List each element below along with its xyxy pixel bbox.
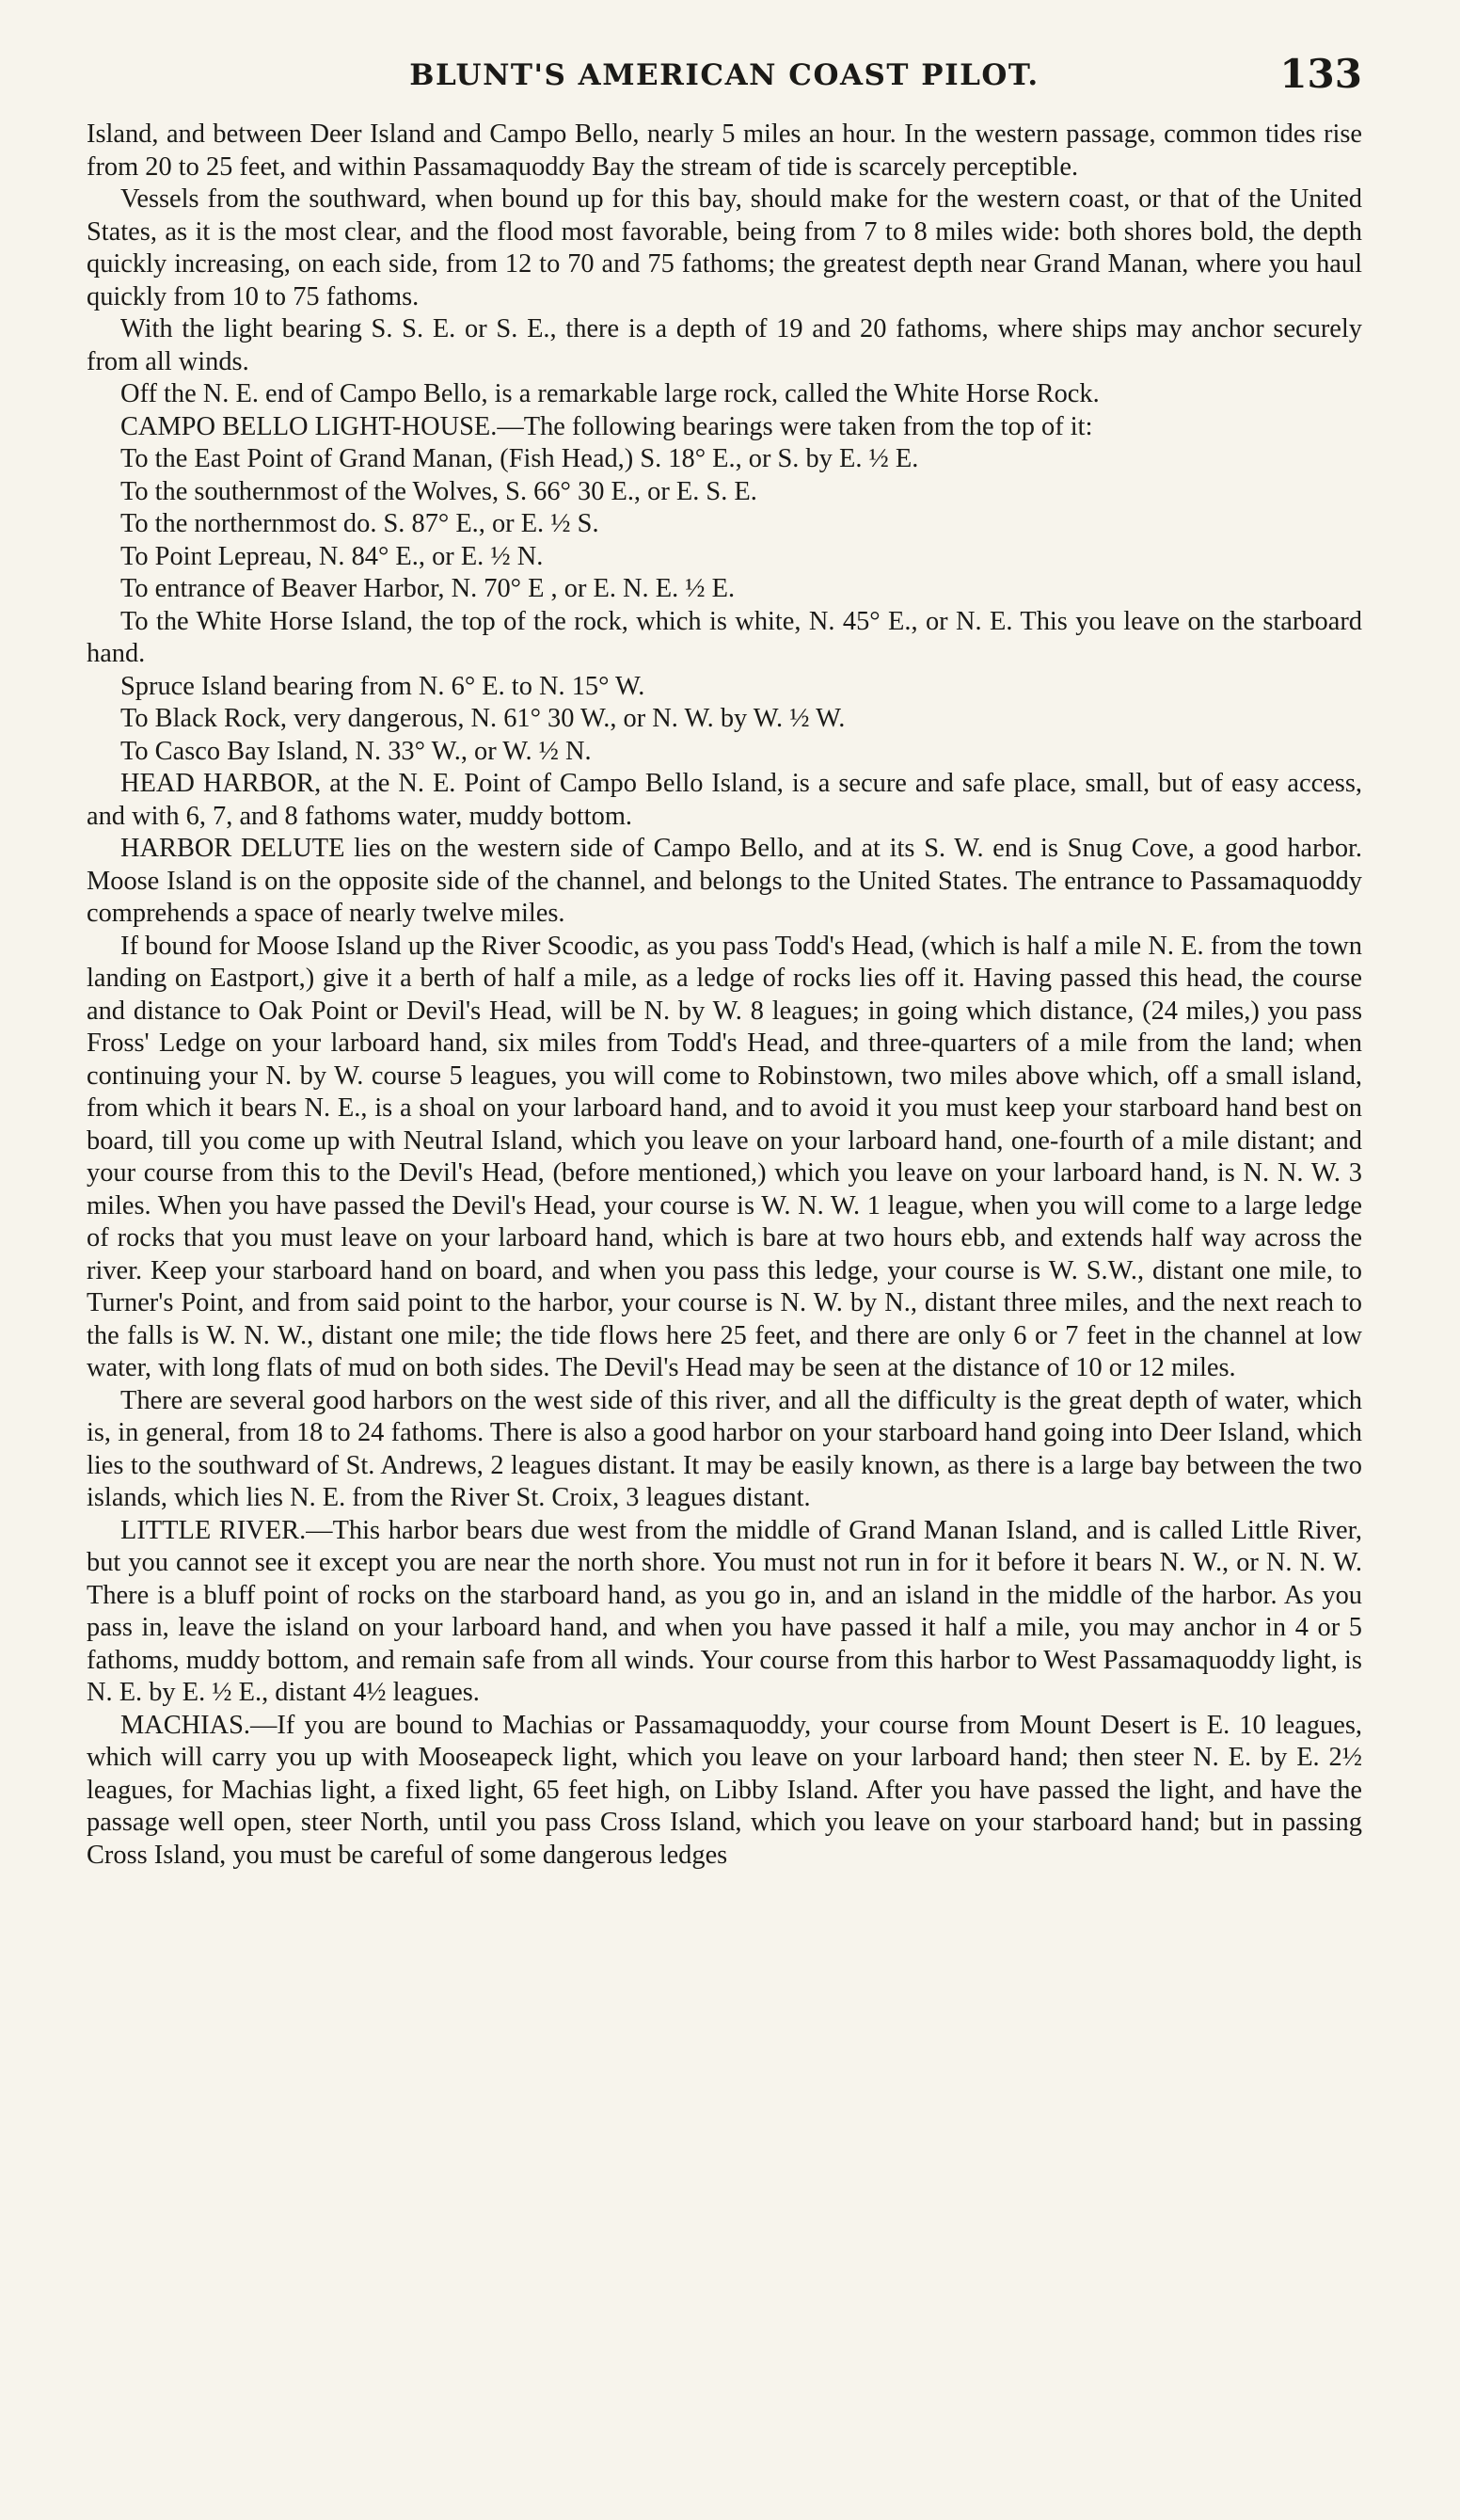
bearing-line: To Black Rock, very dangerous, N. 61° 30 W., or N. W. by W. ½ W. — [120, 704, 846, 733]
book-page — [87, 49, 1362, 2439]
bearing-line: To entrance of Beaver Harbor, N. 70° E , or E. N. E. ½ E. — [120, 574, 736, 603]
paragraph: With the light bearing S. S. E. or S. E., there is a depth of 19 and 20 fathoms, where ships may anchor securely from all winds. — [87, 314, 1362, 376]
running-head — [87, 49, 1362, 98]
paragraph-harbors-west-side: There are several good harbors on the west side of this river, and all the difficulty is the great depth of water, which is, in general, from 18 to 24 fathoms. There is also a good harbor on your starboard hand going into Deer Island, which lies to the southward of St. Andrews, 2 leagues distant. It may be easily known, as there is a large bay between the two islands, which lies N. E. from the River St. Croix, 3 leagues distant. — [87, 1385, 1362, 1512]
paragraph: Off the N. E. end of Campo Bello, is a remarkable large rock, called the White Horse Rock. — [120, 379, 1100, 408]
section-harbor-delute: HARBOR DELUTE lies on the western side of Campo Bello, and at its S. W. end is Snug Cove, a good harbor. Moose Island is on the opposite side of the channel, and belongs to the United States. The entrance to Passamaquoddy comprehends a space of nearly twelve miles. — [87, 834, 1362, 928]
bearing-line: To Casco Bay Island, N. 33° W., or W. ½ N. — [120, 736, 592, 766]
paragraph: Vessels from the southward, when bound up for this bay, should make for the western coast, or that of the United States, as it is the most clear, and the flood most favorable, being from 7 to 8 miles wide: both shores bold, the depth quickly increasing, on each side, from 12 to 70 and 75 fathoms; the greatest depth near Grand Manan, where you haul quickly from 10 to 75 fathoms. — [87, 184, 1362, 311]
bearing-line: To Point Lepreau, N. 84° E., or E. ½ N. — [120, 541, 544, 571]
bearing-line: To the northernmost do. S. 87° E., or E. ½ S. — [120, 509, 599, 538]
body-text — [87, 119, 1362, 1872]
section-campo-bello-light: CAMPO BELLO LIGHT-HOUSE.—The following bearings were taken from the top of it: — [120, 411, 1093, 441]
bearing-line: To the White Horse Island, the top of the rock, which is white, N. 45° E., or N. E. This you leave on the starboard hand. — [87, 606, 1362, 668]
paragraph-continuation: Island, and between Deer Island and Campo Bello, nearly 5 miles an hour. In the western passage, common tides rise from 20 to 25 feet, and within Passamaquoddy Bay the stream of tide is scarcely perceptible. — [87, 120, 1362, 182]
bearing-line: To the East Point of Grand Manan, (Fish Head,) S. 18° E., or S. by E. ½ E. — [120, 444, 919, 473]
bearing-line: Spruce Island bearing from N. 6° E. to N. 15° W. — [120, 671, 645, 701]
bearing-line: To the southernmost of the Wolves, S. 66° 30 E., or E. S. E. — [120, 476, 757, 506]
paragraph-moose-island: If bound for Moose Island up the River Scoodic, as you pass Todd's Head, (which is half a mile N. E. from the town landing on Eastport,) give it a berth of half a mile, as a ledge of rocks lies off it. Having passed this head, the course and distance to Oak Point or Devil's Head, will be N. by W. 8 leagues; in going which distance, (24 miles,) you pass Fross' Ledge on your larboard hand, six miles from Todd's Head, and three-quarters of a mile from the land; when continuing your N. by W. course 5 leagues, you will come to Robinstown, two miles above which, off a small island, from which it bears N. E., is a shoal on your larboard hand, and to avoid it you must keep your starboard hand best on board, till you come up with Neutral Island, which you leave on your larboard hand, one-fourth of a mile distant; and your course from this to the Devil's Head, (before mentioned,) which you leave on your larboard hand, is N. N. W. 3 miles. When you have passed the Devil's Head, your course is W. N. W. 1 league, when you will come to a large ledge of rocks that you must leave on your larboard hand, which is bare at two hours ebb, and extends half way across the river. Keep your starboard hand on board, and when you pass this ledge, your course is W. S.W., distant one mile, to Turner's Point, and from said point to the harbor, your course is N. W. by N., distant three miles, and the next reach to the falls is W. N. W., distant one mile; the tide flows here 25 feet, and there are only 6 or 7 feet in the channel at low water, with long flats of mud on both sides. The Devil's Head may be seen at the distance of 10 or 12 miles. — [87, 931, 1362, 1382]
section-head-harbor: HEAD HARBOR, at the N. E. Point of Campo Bello Island, is a secure and safe place, small, but of easy access, and with 6, 7, and 8 fathoms water, muddy bottom. — [87, 769, 1362, 831]
page-number: 133 — [1279, 51, 1362, 97]
running-title: BLUNT'S AMERICAN COAST PILOT. — [409, 58, 1039, 92]
section-little-river: LITTLE RIVER.—This harbor bears due west from the middle of Grand Manan Island, and is called Little River, but you cannot see it except you are near the north shore. You must not run in for it before it bears N. W., or N. N. W. There is a bluff point of rocks on the starboard hand, as you go in, and an island in the middle of the harbor. As you pass in, leave the island on your larboard hand, and when you have passed it half a mile, you may anchor in 4 or 5 fathoms, muddy bottom, and remain safe from all winds. Your course from this harbor to West Passamaquoddy light, is N. E. by E. ½ E., distant 4½ leagues. — [87, 1515, 1362, 1707]
section-machias: MACHIAS.—If you are bound to Machias or Passamaquoddy, your course from Mount Desert is E. 10 leagues, which will carry you up with Mooseapeck light, which you leave on your larboard hand; then steer N. E. by E. 2½ leagues, for Machias light, a fixed light, 65 feet high, on Libby Island. After you have passed the light, and have the passage well open, steer North, until you pass Cross Island, which you leave on your starboard hand; but in passing Cross Island, you must be careful of some dangerous ledges — [87, 1710, 1362, 1870]
